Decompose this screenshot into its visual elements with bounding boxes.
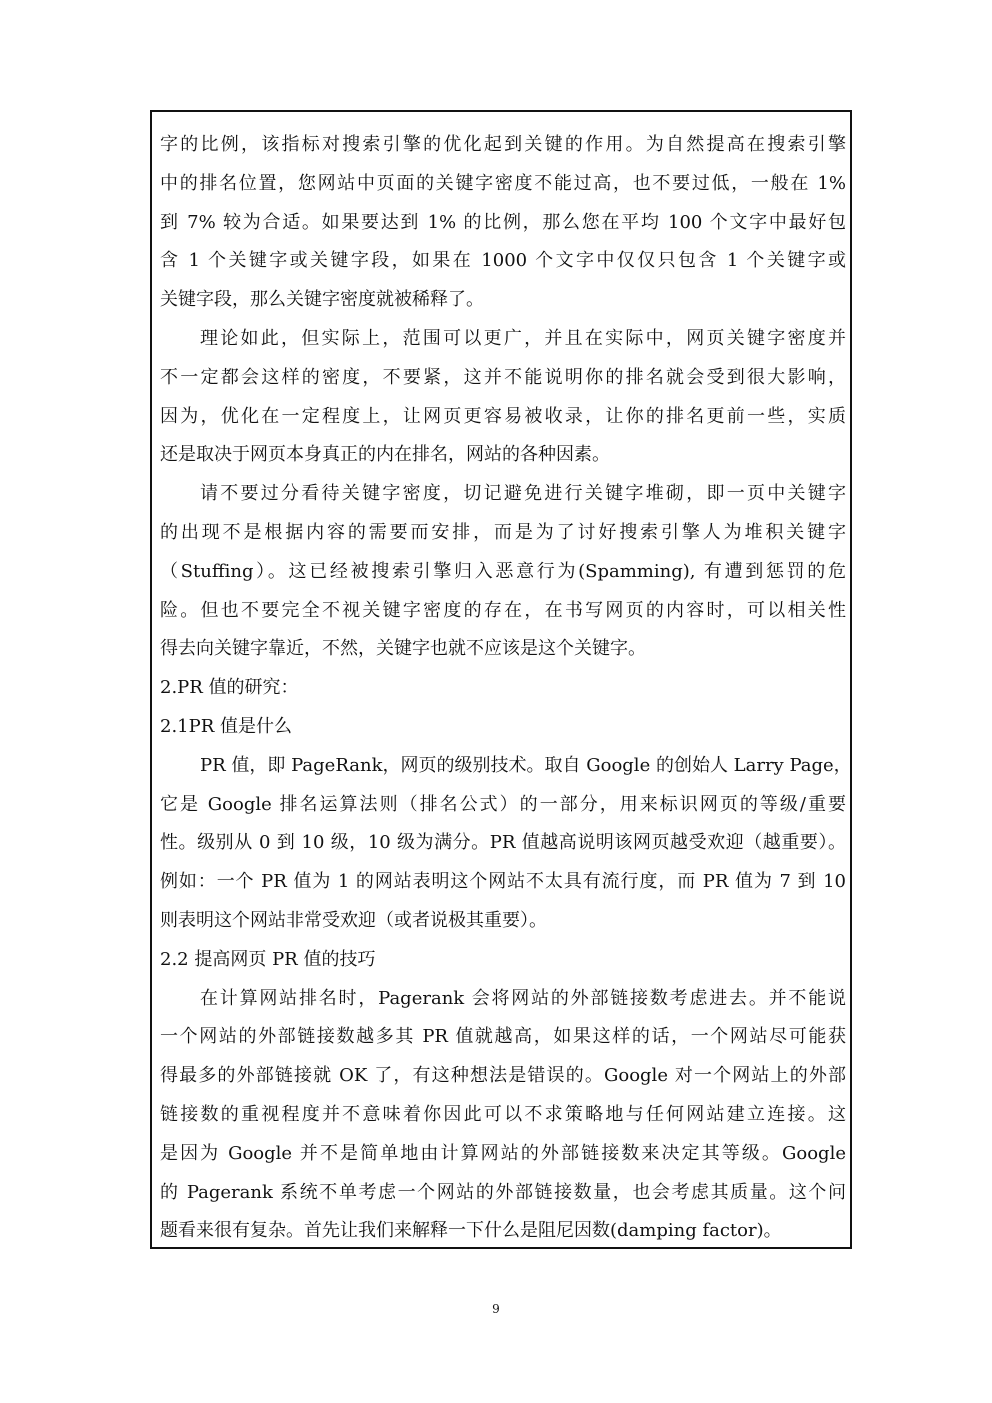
text-line: 不一定都会这样的密度，不要紧，这并不能说明你的排名就会受到很大影响， — [160, 366, 846, 388]
text-line: 题看来很有复杂。首先让我们来解释一下什么是阻尼因数(damping factor)。 — [160, 1220, 782, 1242]
text-line: 到 7% 较为合适。如果要达到 1% 的比例，那么您在平均 100 个文字中最好包 — [160, 211, 846, 233]
text-line: 在计算网站排名时，Pagerank 会将网站的外部链接数考虑进去。并不能说 — [200, 987, 846, 1009]
text-line: PR 值，即 PageRank，网页的级别技术。取自 Google 的创始人 Larry Page， — [200, 754, 852, 776]
text-line: 则表明这个网站非常受欢迎（或者说极其重要）。 — [160, 909, 547, 931]
text-line: 中的排名位置，您网站中页面的关键字密度不能过高，也不要过低，一般在 1% — [160, 172, 846, 194]
text-line: 链接数的重视程度并不意味着你因此可以不求策略地与任何网站建立连接。这 — [160, 1103, 846, 1125]
text-line: 还是取决于网页本身真正的内在排名，网站的各种因素。 — [160, 444, 610, 466]
text-line: （Stuffing）。这已经被搜索引擎归入恶意行为(Spamming), 有遭到惩罚的危 — [160, 560, 846, 582]
text-line: 它是 Google 排名运算法则（排名公式）的一部分，用来标识网页的等级/重要 — [160, 793, 846, 815]
text-line: 得去向关键字靠近，不然，关键字也就不应该是这个关键字。 — [160, 638, 646, 660]
text-line: 险。但也不要完全不视关键字密度的存在，在书写网页的内容时，可以相关性 — [160, 599, 846, 621]
text-line: 字的比例，该指标对搜索引擎的优化起到关键的作用。为自然提高在搜索引擎 — [160, 134, 846, 155]
text-line: 性。级别从 0 到 10 级，10 级为满分。PR 值越高说明该网页越受欢迎（越重要）。 — [160, 832, 846, 854]
text-line: 是因为 Google 并不是简单地由计算网站的外部链接数来决定其等级。Google — [160, 1142, 846, 1164]
text-line: 2.1PR 值是什么 — [160, 715, 293, 737]
text-line: 2.2 提高网页 PR 值的技巧 — [160, 948, 376, 970]
text-line: 关键字段，那么关键字密度就被稀释了。 — [160, 289, 484, 311]
page-number: 9 — [492, 1302, 500, 1316]
document-body — [160, 126, 852, 1251]
text-line: 含 1 个关键字或关键字段，如果在 1000 个文字中仅仅只包含 1 个关键字或 — [160, 250, 846, 272]
text-line: 的 Pagerank 系统不单考虑一个网站的外部链接数量，也会考虑其质量。这个问 — [160, 1181, 846, 1203]
text-line: 2.PR 值的研究： — [160, 677, 299, 699]
text-line: 因为，优化在一定程度上，让网页更容易被收录，让你的排名更前一些，实质 — [160, 405, 846, 427]
text-line: 例如：一个 PR 值为 1 的网站表明这个网站不太具有流行度，而 PR 值为 7 到 10 — [160, 871, 846, 893]
text-line: 理论如此，但实际上，范围可以更广，并且在实际中，网页关键字密度并 — [200, 327, 846, 349]
text-line: 的出现不是根据内容的需要而安排，而是为了讨好搜索引擎人为堆积关键字 — [160, 521, 846, 543]
text-line: 请不要过分看待关键字密度，切记避免进行关键字堆砌，即一页中关键字 — [200, 483, 846, 505]
text-line: 一个网站的外部链接数越多其 PR 值就越高，如果这样的话，一个网站尽可能获 — [160, 1026, 846, 1048]
text-line: 得最多的外部链接就 OK 了，有这种想法是错误的。Google 对一个网站上的外部 — [160, 1065, 846, 1087]
